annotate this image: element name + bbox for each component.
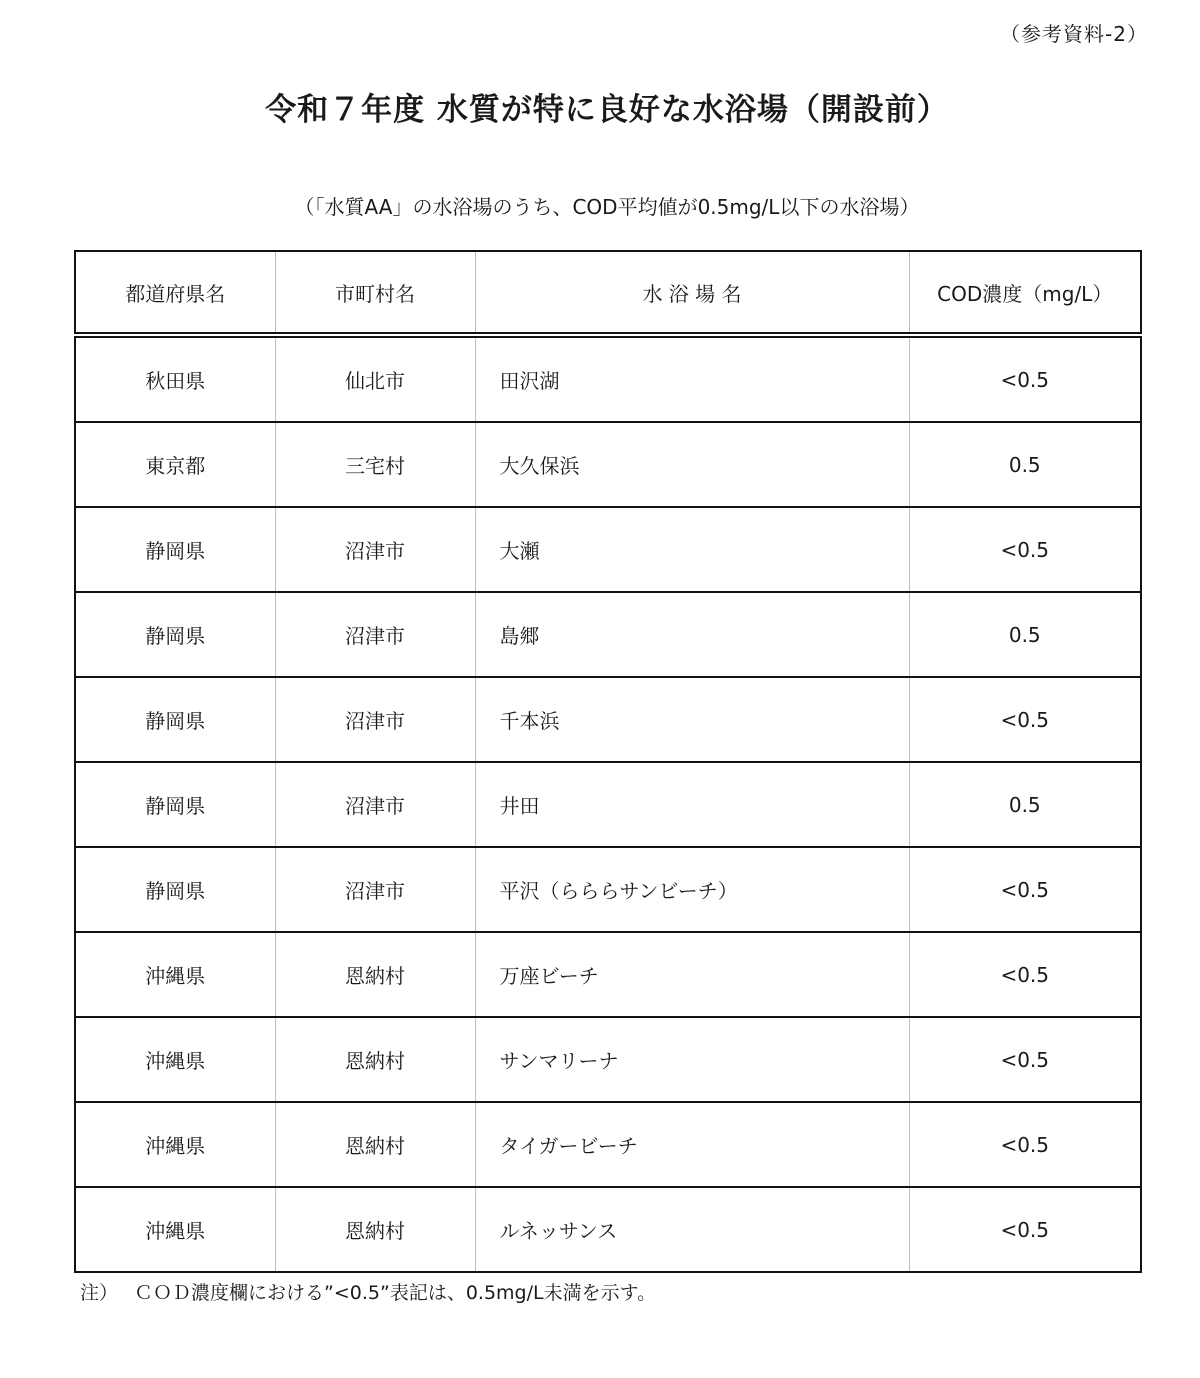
cell-beach: サンマリーナ bbox=[475, 1017, 909, 1102]
footnote bbox=[80, 1278, 656, 1305]
cell-beach: 千本浜 bbox=[475, 677, 909, 762]
cell-municipality: 沼津市 bbox=[275, 762, 475, 847]
table-row bbox=[75, 847, 1141, 932]
cell-cod: 0.5 bbox=[909, 592, 1141, 677]
cell-municipality: 恩納村 bbox=[275, 1187, 475, 1272]
table-row bbox=[75, 422, 1141, 507]
cell-beach: 平沢（らららサンビーチ） bbox=[475, 847, 909, 932]
cell-prefecture: 静岡県 bbox=[75, 677, 275, 762]
cell-prefecture: 静岡県 bbox=[75, 592, 275, 677]
cell-beach: 大久保浜 bbox=[475, 422, 909, 507]
header-prefecture: 都道府県名 bbox=[75, 251, 275, 335]
cell-beach: 井田 bbox=[475, 762, 909, 847]
cell-cod: <0.5 bbox=[909, 1187, 1141, 1272]
table-row bbox=[75, 1187, 1141, 1272]
cell-cod: <0.5 bbox=[909, 1017, 1141, 1102]
page-subtitle: （「水質AA」の水浴場のうち、COD平均値が0.5mg/L以下の水浴場） bbox=[294, 195, 920, 219]
cell-municipality: 沼津市 bbox=[275, 847, 475, 932]
cell-municipality: 沼津市 bbox=[275, 677, 475, 762]
header-cod: COD濃度（mg/L） bbox=[909, 251, 1141, 335]
cell-prefecture: 静岡県 bbox=[75, 847, 275, 932]
cell-cod: <0.5 bbox=[909, 677, 1141, 762]
table-header-row bbox=[75, 251, 1141, 335]
cell-prefecture: 沖縄県 bbox=[75, 1102, 275, 1187]
cell-prefecture: 秋田県 bbox=[75, 335, 275, 422]
header-municipality: 市町村名 bbox=[275, 251, 475, 335]
cell-cod: <0.5 bbox=[909, 1102, 1141, 1187]
cell-municipality: 三宅村 bbox=[275, 422, 475, 507]
footnote-text: ＣＯＤ濃度欄における”<0.5”表記は、0.5mg/L未満を示す。 bbox=[134, 1282, 657, 1304]
table-row bbox=[75, 677, 1141, 762]
cell-prefecture: 沖縄県 bbox=[75, 932, 275, 1017]
footnote-mark: 注） bbox=[80, 1282, 119, 1304]
cell-beach: 島郷 bbox=[475, 592, 909, 677]
cell-prefecture: 東京都 bbox=[75, 422, 275, 507]
cell-cod: 0.5 bbox=[909, 762, 1141, 847]
cell-municipality: 恩納村 bbox=[275, 932, 475, 1017]
header-beach: 水 浴 場 名 bbox=[475, 251, 909, 335]
table-body bbox=[75, 335, 1141, 1272]
bathing-beach-table bbox=[74, 250, 1142, 1273]
reference-label: （参考資料-2） bbox=[1000, 22, 1148, 46]
cell-municipality: 仙北市 bbox=[275, 335, 475, 422]
cell-beach: 万座ビーチ bbox=[475, 932, 909, 1017]
cell-prefecture: 沖縄県 bbox=[75, 1017, 275, 1102]
cell-cod: <0.5 bbox=[909, 507, 1141, 592]
table-row bbox=[75, 335, 1141, 422]
table-row bbox=[75, 592, 1141, 677]
cell-municipality: 沼津市 bbox=[275, 507, 475, 592]
cell-cod: <0.5 bbox=[909, 847, 1141, 932]
page-title: 令和７年度 水質が特に良好な水浴場（開設前） bbox=[265, 92, 949, 128]
cell-beach: ルネッサンス bbox=[475, 1187, 909, 1272]
cell-beach: 大瀬 bbox=[475, 507, 909, 592]
cell-cod: <0.5 bbox=[909, 335, 1141, 422]
cell-municipality: 恩納村 bbox=[275, 1017, 475, 1102]
table-row bbox=[75, 1102, 1141, 1187]
cell-beach: タイガービーチ bbox=[475, 1102, 909, 1187]
cell-prefecture: 静岡県 bbox=[75, 507, 275, 592]
table-row bbox=[75, 1017, 1141, 1102]
cell-municipality: 恩納村 bbox=[275, 1102, 475, 1187]
table-row bbox=[75, 507, 1141, 592]
cell-prefecture: 静岡県 bbox=[75, 762, 275, 847]
cell-prefecture: 沖縄県 bbox=[75, 1187, 275, 1272]
cell-cod: 0.5 bbox=[909, 422, 1141, 507]
cell-cod: <0.5 bbox=[909, 932, 1141, 1017]
table-row bbox=[75, 932, 1141, 1017]
cell-municipality: 沼津市 bbox=[275, 592, 475, 677]
table-row bbox=[75, 762, 1141, 847]
cell-beach: 田沢湖 bbox=[475, 335, 909, 422]
